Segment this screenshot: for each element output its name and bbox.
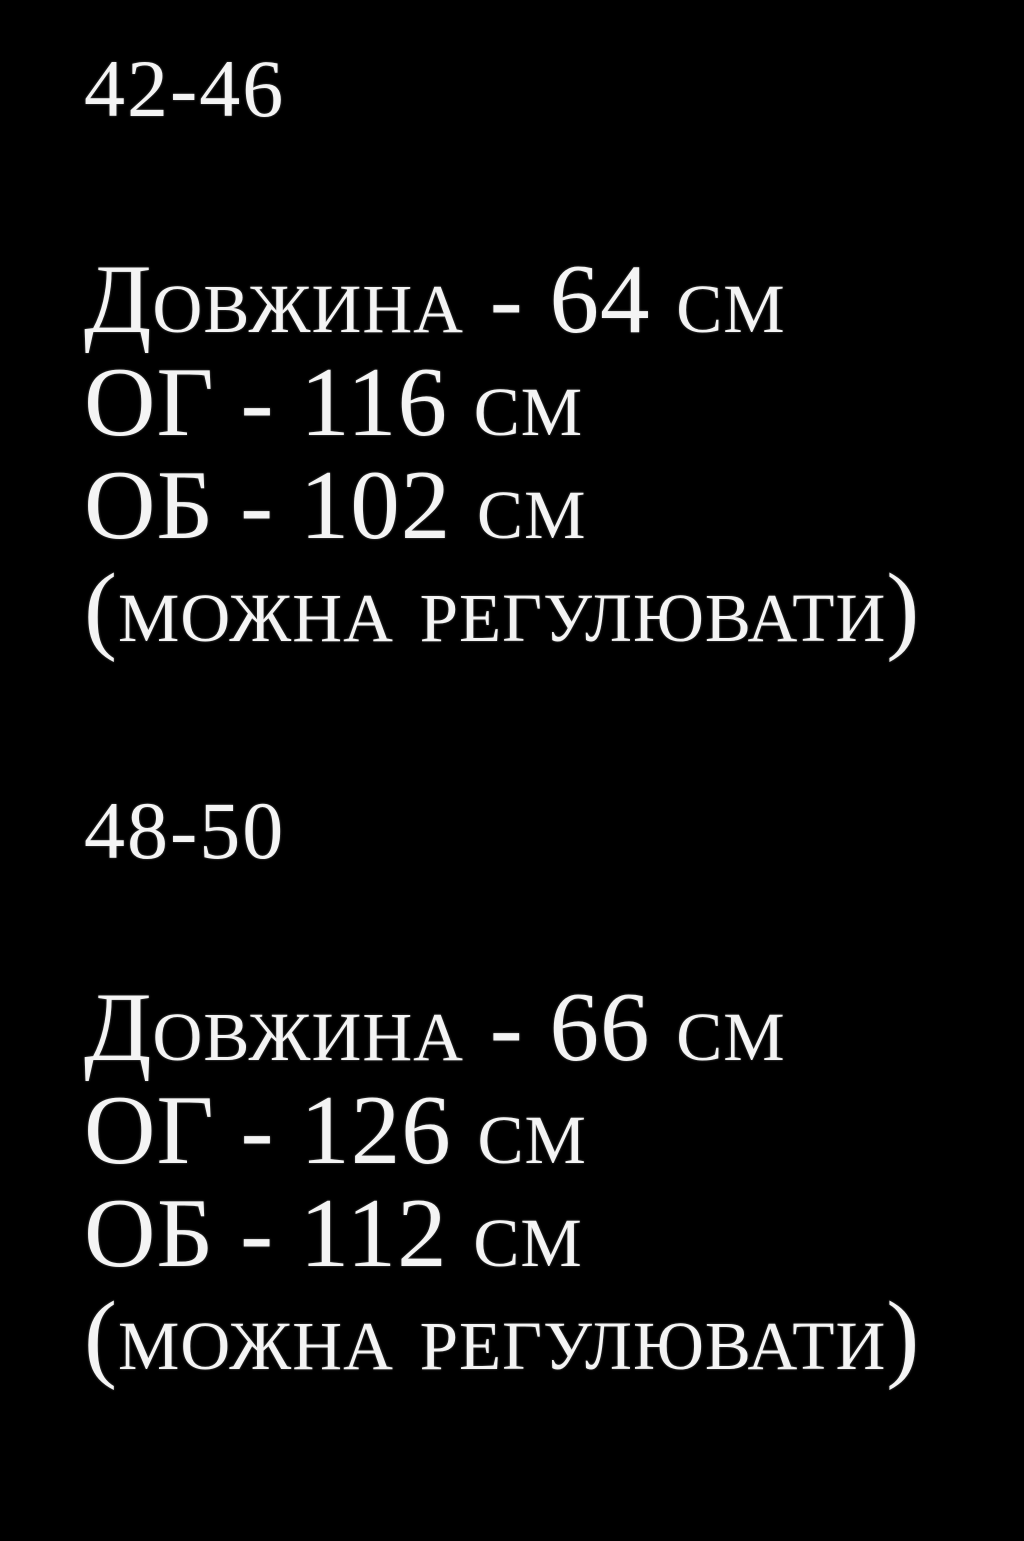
size-section-42-46 <box>84 43 984 664</box>
length-measurement: Довжина - 66 см <box>84 973 786 1083</box>
hip-measurement: ОБ - 102 см <box>84 451 587 561</box>
size-range-heading: 48-50 <box>84 785 286 877</box>
hip-measurement: ОБ - 112 см <box>84 1179 583 1289</box>
size-range-heading: 42-46 <box>84 43 286 134</box>
adjustable-note: (можна регулювати) <box>84 1282 921 1392</box>
length-measurement: Довжина - 64 см <box>84 245 786 355</box>
chest-measurement: ОГ - 116 см <box>84 348 584 458</box>
measurement-list <box>84 245 984 664</box>
adjustable-note: (можна регулювати) <box>84 554 921 664</box>
size-section-48-50 <box>84 785 984 1392</box>
measurement-list <box>84 973 984 1392</box>
chest-measurement: ОГ - 126 см <box>84 1076 587 1186</box>
